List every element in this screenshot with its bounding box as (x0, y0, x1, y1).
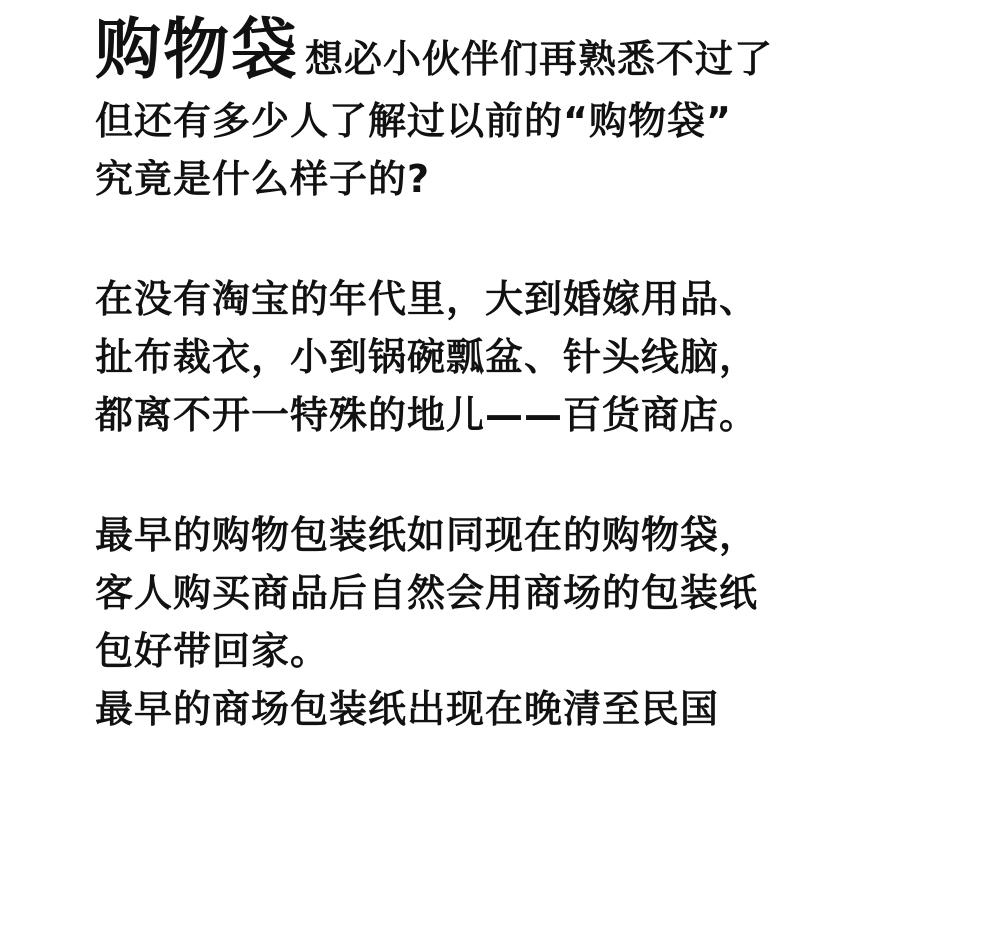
intro-line: 究竟是什么样子的? (95, 157, 431, 201)
paragraph-line: 扯布裁衣，小到锅碗瓢盆、针头线脑， (95, 335, 759, 379)
paragraph-line: 最早的商场包装纸出现在晚清至民国 (95, 687, 720, 731)
paragraph-gap (95, 208, 975, 270)
paragraph-line: 都离不开一特殊的地儿——百货商店。 (95, 393, 759, 437)
title-line (95, 0, 975, 100)
title-highlight: 购物袋 (95, 11, 299, 88)
paragraph-department-store (95, 270, 975, 444)
paragraph-line: 客人购买商品后自然会用商场的包装纸 (95, 571, 759, 615)
title-rest: 想必小伙伴们再熟悉不过了 (305, 37, 774, 81)
paragraph-wrapping-paper (95, 506, 975, 738)
intro-line: 但还有多少人了解过以前的“购物袋” (95, 99, 732, 143)
paragraph-line: 包好带回家。 (95, 629, 330, 673)
intro-paragraph (95, 92, 975, 208)
paragraph-gap (95, 444, 975, 506)
paragraph-line: 在没有淘宝的年代里，大到婚嫁用品、 (95, 277, 759, 321)
paragraph-line: 最早的购物包装纸如同现在的购物袋， (95, 513, 759, 557)
article-body (95, 0, 975, 738)
